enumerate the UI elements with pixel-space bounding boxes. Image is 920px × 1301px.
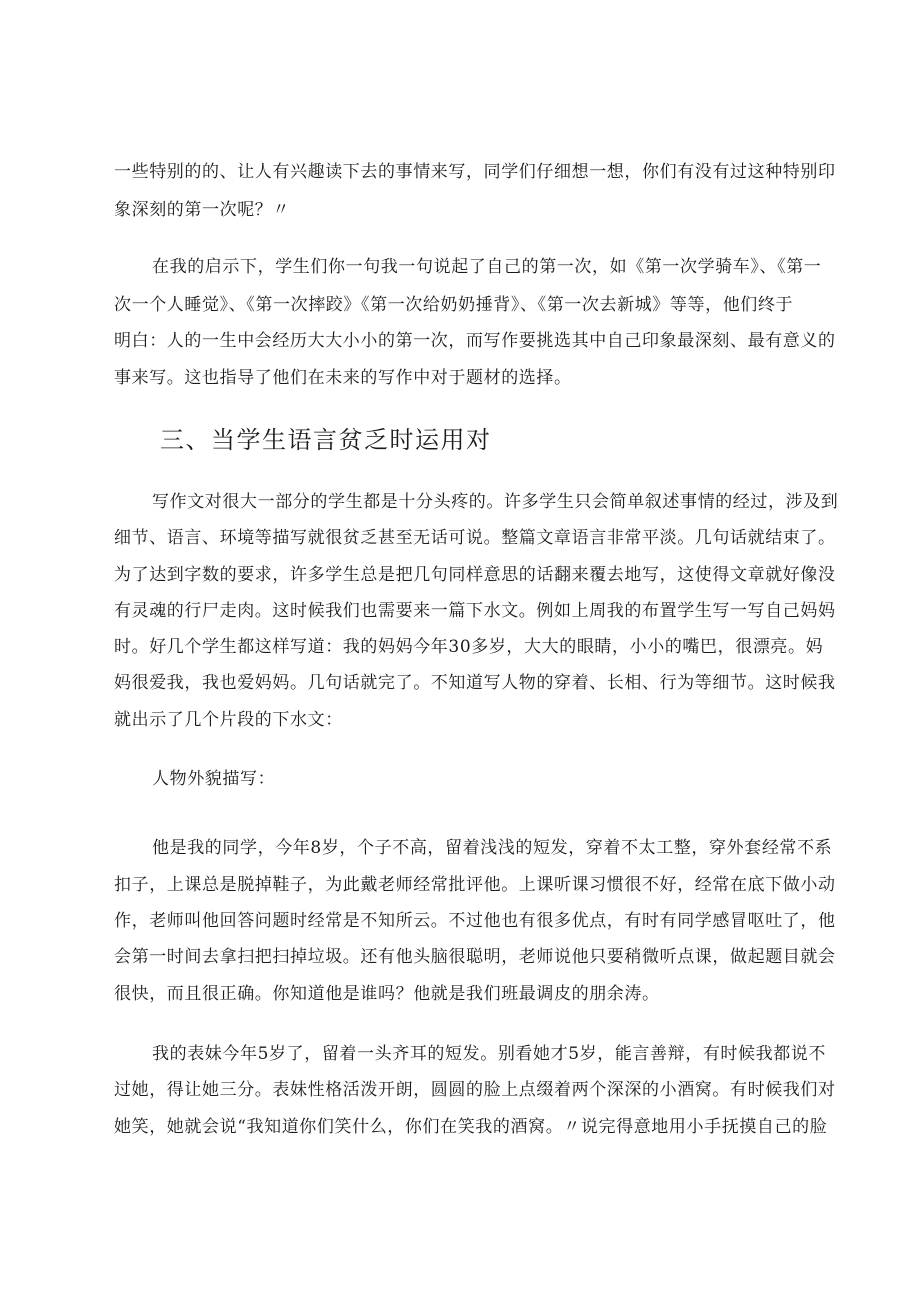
language-line-5: 时。好几个学生都这样写道：我的妈妈今年30多岁，大大的眼睛，小小的嘴巴，很漂亮。妈 — [114, 637, 824, 657]
language-line-6: 妈很爱我，我也爱妈妈。几句话就完了。不知道写人物的穿着、长相、行为等细节。这时候我 — [114, 673, 836, 693]
cousin-line-3: 她笑，她就会说“我知道你们笑什么，你们在笑我的酒窝。〃说完得意地用小手抚摸自己的脸 — [114, 1117, 828, 1137]
examples-line-3: 明白：人的一生中会经历大大小小的第一次，而写作要挑选其中自己印象最深刻、最有意义的 — [114, 331, 836, 351]
examples-line-1: 在我的启示下，学生们你一句我一句说起了自己的第一次，如《第一次学骑车》、《第一 — [152, 257, 822, 277]
language-line-4: 有灵魂的行尸走肉。这时候我们也需要来一篇下水文。例如上周我的布置学生写一写自己妈妈 — [114, 601, 836, 621]
appearance-subheading: 人物外貌描写： — [152, 769, 276, 789]
cousin-line-2: 过她，得让她三分。表妹性格活泼开朗，圆圆的脸上点缀着两个深深的小酒窝。有时候我们对 — [114, 1080, 836, 1100]
classmate-line-2: 扣子，上课总是脱掉鞋子，为此戴老师经常批评他。上课听课习惯很不好，经常在底下做小动 — [114, 875, 836, 895]
cousin-line-1: 我的表妹今年5岁了，留着一头齐耳的短发。别看她才5岁，能言善辩，有时候我都说不 — [152, 1044, 827, 1064]
language-line-2: 细节、语言、环境等描写就很贫乏甚至无话可说。整篇文章语言非常平淡。几句话就结束了。 — [114, 528, 836, 548]
classmate-line-3: 作，老师叫他回答问题时经常是不知所云。不过他也有很多优点，有时有同学感冒呕吐了，他 — [114, 911, 836, 931]
language-line-7: 就出示了几个片段的下水文： — [114, 710, 343, 730]
examples-line-2: 次一个人睡觉》、《第一次摔跤》《第一次给奶奶捶背》、《第一次去新城》等等，他们终于 — [114, 295, 794, 315]
classmate-line-5: 很快，而且很正确。你知道他是谁吗？他就是我们班最调皮的朋余涛。 — [114, 984, 660, 1004]
intro-line-2: 象深刻的第一次呢？〃 — [114, 200, 290, 220]
language-line-3: 为了达到字数的要求，许多学生总是把几句同样意思的话翻来覆去地写，这使得文章就好像没 — [114, 565, 836, 585]
language-line-1: 写作文对很大一部分的学生都是十分头疼的。许多学生只会简单叙述事情的经过，涉及到 — [152, 492, 839, 512]
classmate-line-1: 他是我的同学，今年8岁，个子不高，留着浅浅的短发，穿着不太工整，穿外套经常不系 — [152, 838, 833, 858]
intro-line-1: 一些特别的的、让人有兴趣读下去的事情来写，同学们仔细想一想，你们有没有过这种特别印 — [114, 162, 836, 182]
examples-line-4: 事来写。这也指导了他们在未来的写作中对于题材的选择。 — [114, 368, 572, 388]
classmate-line-4: 会第一时间去拿扫把扫掉垃圾。还有他头脑很聪明，老师说他只要稍微听点课，做起题目就会 — [114, 947, 836, 967]
section-heading: 三、当学生语言贫乏时运用对 — [160, 426, 492, 454]
